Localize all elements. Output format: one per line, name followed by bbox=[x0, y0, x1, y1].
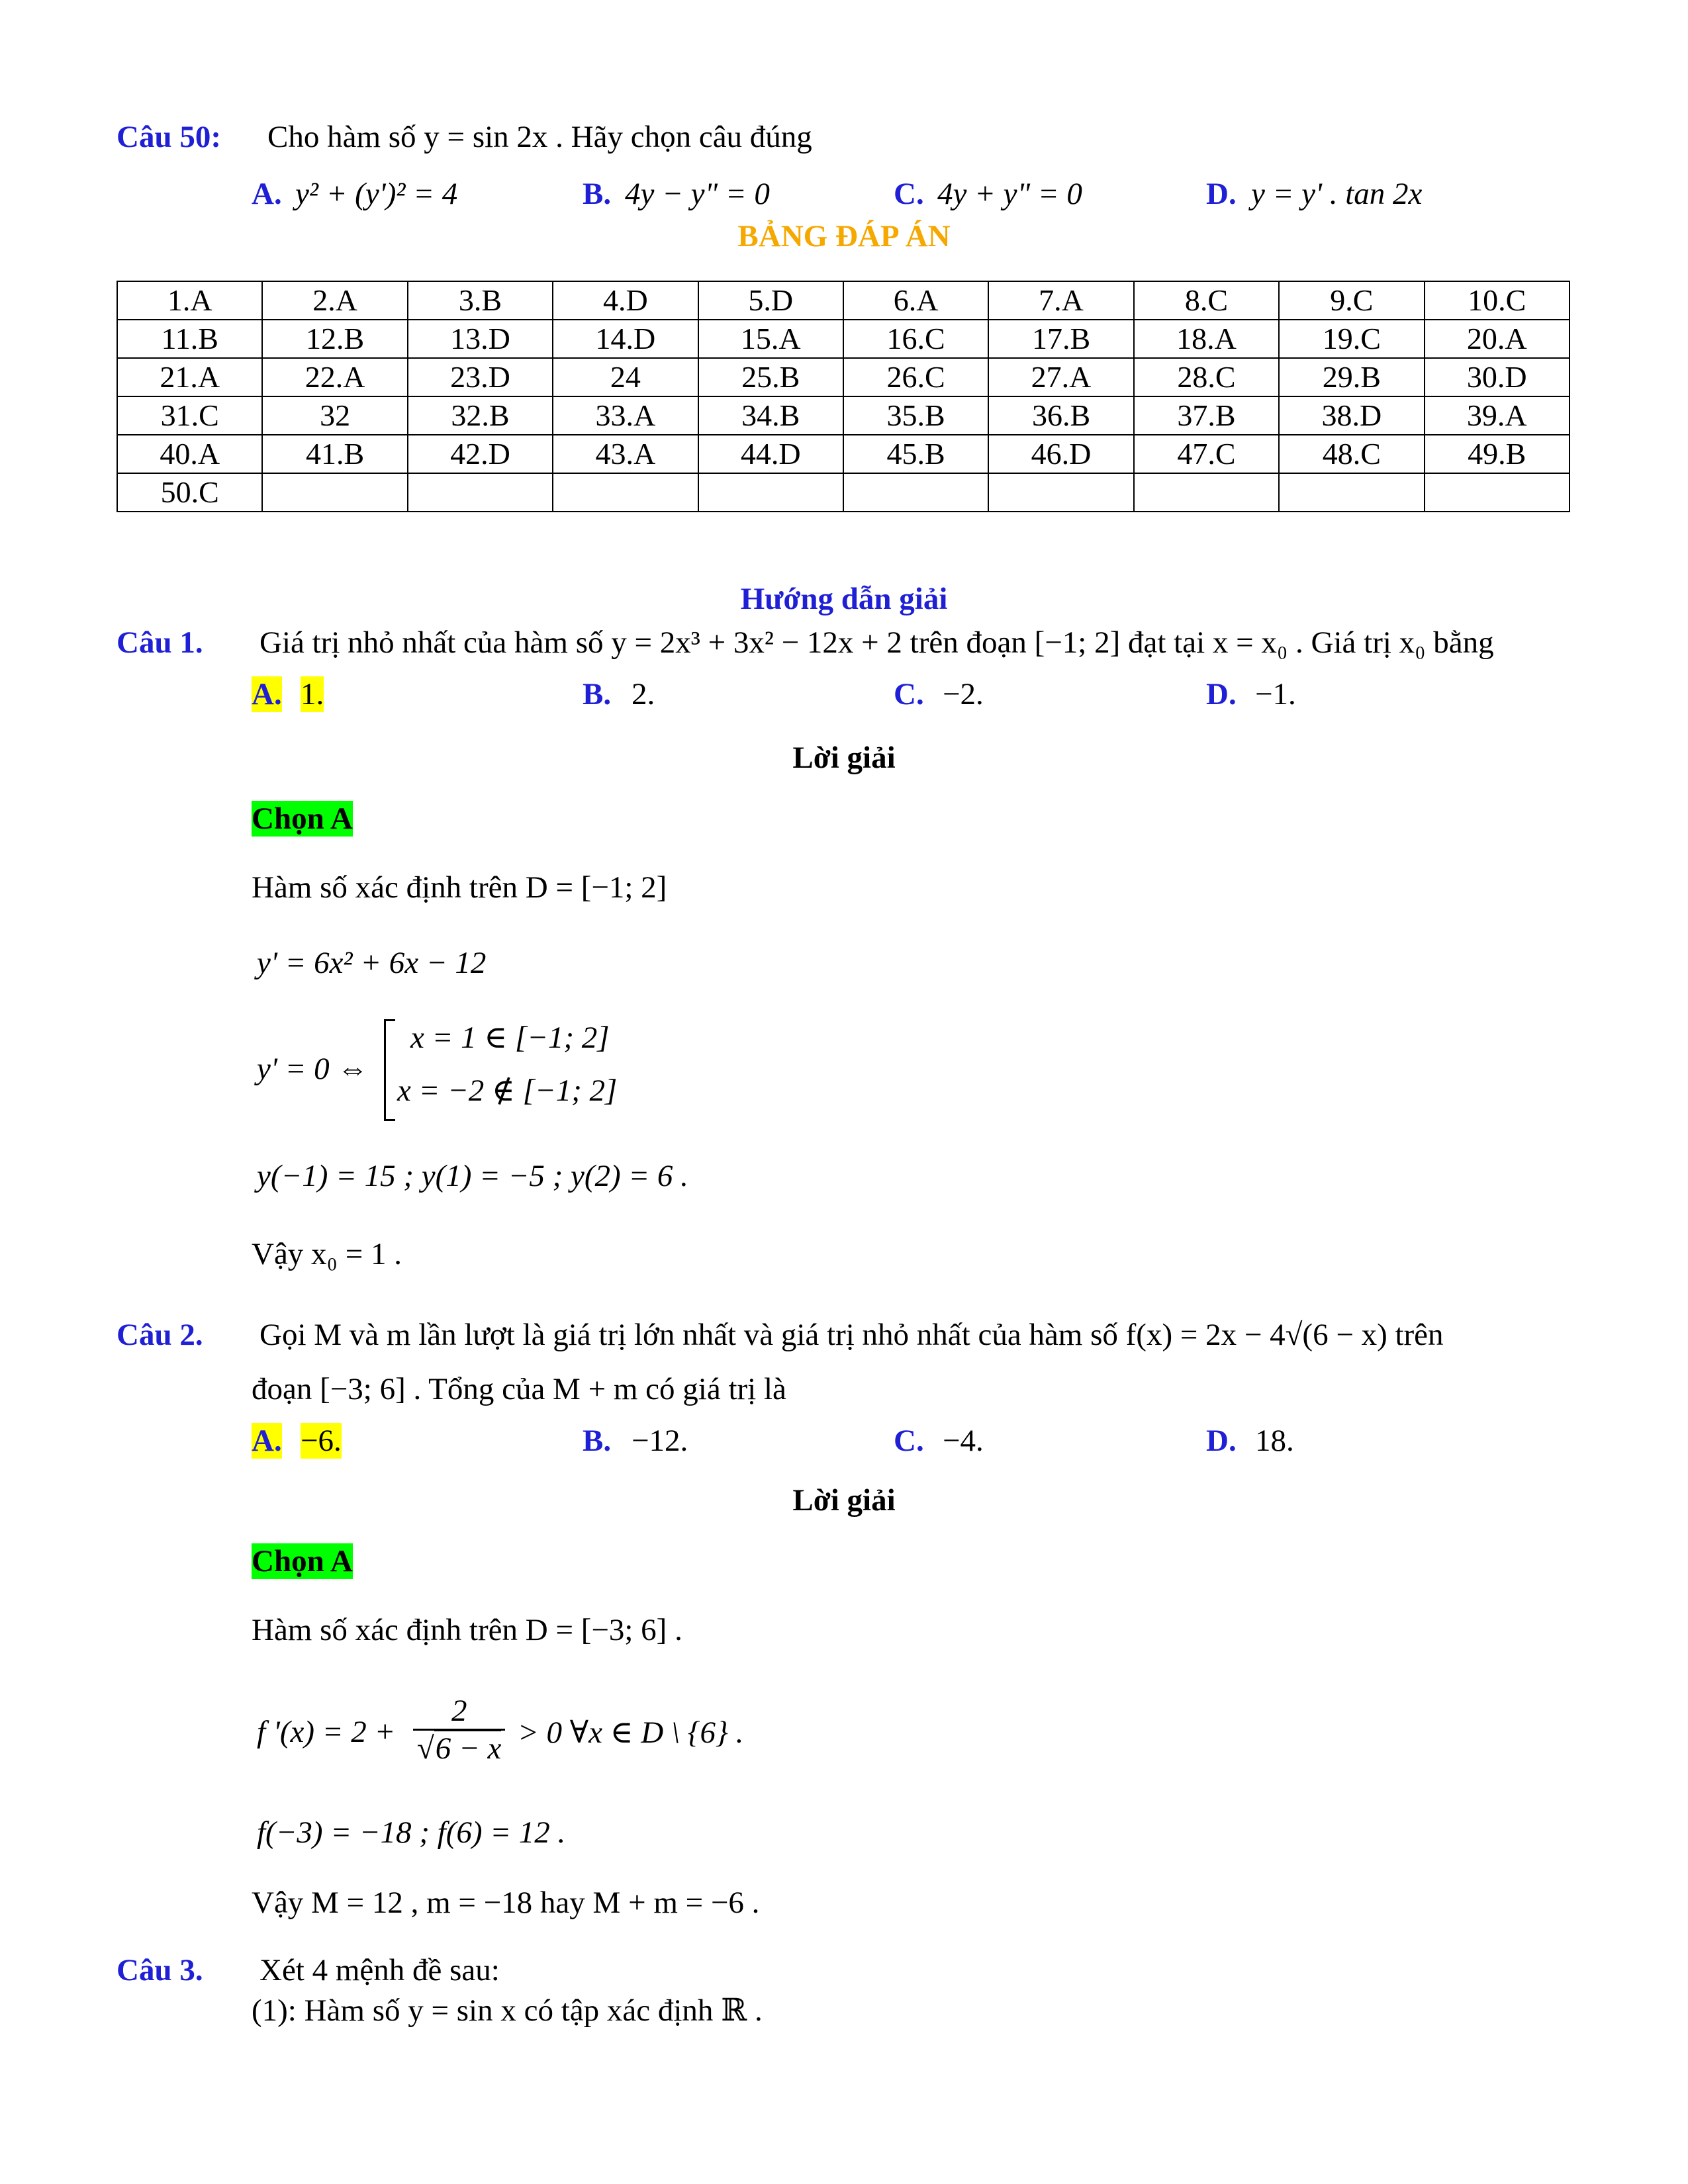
q50-option-c: 4y + y" = 0 bbox=[937, 177, 1082, 211]
answer-table-cell: 27.A bbox=[988, 358, 1133, 396]
answer-table-cell: 42.D bbox=[408, 435, 553, 473]
q1-option-b-label: B. bbox=[583, 677, 612, 711]
answer-table-row bbox=[117, 320, 1570, 358]
answer-table-cell: 6.A bbox=[843, 281, 988, 320]
answer-table-cell: 29.B bbox=[1279, 358, 1424, 396]
answer-table-cell: 33.A bbox=[553, 396, 698, 435]
answer-table-cell: 13.D bbox=[408, 320, 553, 358]
answer-table-cell: 15.A bbox=[698, 320, 843, 358]
answer-table-cell: 21.A bbox=[117, 358, 262, 396]
answer-table-cell: 9.C bbox=[1279, 281, 1424, 320]
answer-table-cell: 46.D bbox=[988, 435, 1133, 473]
answer-table-cell: 49.B bbox=[1425, 435, 1570, 473]
answer-table-cell: 7.A bbox=[988, 281, 1133, 320]
q1-step-derivative: y' = 6x² + 6x − 12 bbox=[257, 946, 487, 980]
answer-table-cell: 30.D bbox=[1425, 358, 1570, 396]
q2-step-derivative-right: > 0 ∀x ∈ D \ {6} . bbox=[518, 1715, 744, 1750]
q1-option-b: 2. bbox=[632, 677, 655, 711]
q2-option-a: −6. bbox=[301, 1424, 342, 1458]
q1-step-equation-left: y' = 0 ⇔ bbox=[257, 1052, 369, 1086]
answer-table-cell: 14.D bbox=[553, 320, 698, 358]
q2-solution-title: Lời giải bbox=[792, 1483, 896, 1518]
q1-choice-badge: Chọn A bbox=[252, 801, 353, 836]
q50-option-a: y² + (y')² = 4 bbox=[295, 177, 458, 211]
q2-step-domain: Hàm số xác định trên D = [−3; 6] . bbox=[252, 1613, 682, 1647]
answer-table-cell bbox=[1279, 473, 1424, 512]
q1-solution-title: Lời giải bbox=[792, 741, 896, 775]
answer-table bbox=[117, 281, 1570, 512]
answer-table-cell: 28.C bbox=[1134, 358, 1279, 396]
q2-option-c-label: C. bbox=[894, 1424, 924, 1458]
answer-table-cell: 32.B bbox=[408, 396, 553, 435]
question-50-label: Câu 50: bbox=[117, 120, 221, 154]
q1-option-a-label: A. bbox=[252, 677, 282, 711]
answer-table-cell: 20.A bbox=[1425, 320, 1570, 358]
q1-step-root-2: x = −2 ∉ [−1; 2] bbox=[397, 1073, 618, 1108]
q1-step-root-1: x = 1 ∈ [−1; 2] bbox=[410, 1021, 610, 1055]
answer-table-cell: 48.C bbox=[1279, 435, 1424, 473]
q2-option-d: 18. bbox=[1255, 1424, 1294, 1458]
q1-option-a: 1. bbox=[301, 677, 324, 711]
answer-table-cell: 4.D bbox=[553, 281, 698, 320]
q50-option-d: y = y' . tan 2x bbox=[1251, 177, 1423, 211]
q1-bracket bbox=[384, 1019, 395, 1121]
answer-table-cell: 25.B bbox=[698, 358, 843, 396]
answer-table-cell: 24 bbox=[553, 358, 698, 396]
answer-table-cell: 34.B bbox=[698, 396, 843, 435]
q2-option-a-label: A. bbox=[252, 1424, 282, 1458]
answer-table-cell bbox=[1425, 473, 1570, 512]
question-2-text-line1: Gọi M và m lần lượt là giá trị lớn nhất và giá trị nhỏ nhất của hàm số f(x) = 2x − 4√(6 − x) trên bbox=[259, 1318, 1444, 1352]
q1-step-values: y(−1) = 15 ; y(1) = −5 ; y(2) = 6 . bbox=[257, 1159, 688, 1193]
q50-option-c-label: C. bbox=[894, 177, 924, 211]
q2-choice-badge: Chọn A bbox=[252, 1544, 353, 1578]
answer-table-cell: 22.A bbox=[262, 358, 407, 396]
answer-table-cell: 35.B bbox=[843, 396, 988, 435]
q2-fraction-denominator: 6 − x bbox=[434, 1729, 502, 1766]
answer-table-cell: 11.B bbox=[117, 320, 262, 358]
answer-table-cell: 8.C bbox=[1134, 281, 1279, 320]
q1-option-d-label: D. bbox=[1206, 677, 1237, 711]
answer-table-cell bbox=[698, 473, 843, 512]
answer-table-cell: 36.B bbox=[988, 396, 1133, 435]
q2-option-b-label: B. bbox=[583, 1424, 612, 1458]
question-50-text: Cho hàm số y = sin 2x . Hãy chọn câu đúng bbox=[267, 120, 812, 154]
answer-table-cell: 37.B bbox=[1134, 396, 1279, 435]
answer-table-cell: 41.B bbox=[262, 435, 407, 473]
answer-table-cell: 16.C bbox=[843, 320, 988, 358]
answer-table-cell bbox=[553, 473, 698, 512]
q50-option-a-label: A. bbox=[252, 177, 282, 211]
q50-option-d-label: D. bbox=[1206, 177, 1237, 211]
answer-table-cell: 47.C bbox=[1134, 435, 1279, 473]
q2-option-d-label: D. bbox=[1206, 1424, 1237, 1458]
question-3-label: Câu 3. bbox=[117, 1953, 203, 1987]
q50-option-b-label: B. bbox=[583, 177, 612, 211]
answer-table-cell bbox=[988, 473, 1133, 512]
answer-table-cell: 23.D bbox=[408, 358, 553, 396]
answer-table-cell: 45.B bbox=[843, 435, 988, 473]
answer-table-cell: 5.D bbox=[698, 281, 843, 320]
question-3-proposition-1: (1): Hàm số y = sin x có tập xác định ℝ . bbox=[252, 1993, 763, 2028]
guide-title: Hướng dẫn giải bbox=[740, 582, 948, 616]
answer-table-row bbox=[117, 435, 1570, 473]
question-2-label: Câu 2. bbox=[117, 1318, 203, 1352]
answer-table-cell: 40.A bbox=[117, 435, 262, 473]
answer-table-cell: 50.C bbox=[117, 473, 262, 512]
answer-table-cell: 44.D bbox=[698, 435, 843, 473]
answer-table-row bbox=[117, 358, 1570, 396]
q1-step-conclusion: Vậy x₀ = 1 . bbox=[252, 1237, 402, 1271]
answer-table-cell: 1.A bbox=[117, 281, 262, 320]
answer-table-cell bbox=[262, 473, 407, 512]
answer-table-cell: 17.B bbox=[988, 320, 1133, 358]
q2-derivative-fraction: $\frac{2}{√6 - x}$ bbox=[413, 1693, 505, 1766]
answer-table-row bbox=[117, 396, 1570, 435]
q1-option-d: −1. bbox=[1255, 677, 1296, 711]
q2-step-values: f(−3) = −18 ; f(6) = 12 . bbox=[257, 1815, 566, 1850]
q1-option-c-label: C. bbox=[894, 677, 924, 711]
answer-table-cell: 19.C bbox=[1279, 320, 1424, 358]
q50-option-b: 4y − y" = 0 bbox=[625, 177, 770, 211]
answer-table-cell: 2.A bbox=[262, 281, 407, 320]
answer-table-cell: 39.A bbox=[1425, 396, 1570, 435]
q2-step-derivative-left: f '(x) = 2 + bbox=[257, 1715, 396, 1749]
q2-option-b: −12. bbox=[632, 1424, 688, 1458]
answer-table-cell bbox=[408, 473, 553, 512]
question-3-text: Xét 4 mệnh đề sau: bbox=[259, 1953, 500, 1987]
q2-fraction-numerator: 2 bbox=[413, 1693, 505, 1731]
q1-step-domain: Hàm số xác định trên D = [−1; 2] bbox=[252, 870, 667, 905]
answer-table-cell: 43.A bbox=[553, 435, 698, 473]
q2-option-c: −4. bbox=[943, 1424, 984, 1458]
answer-table-cell bbox=[843, 473, 988, 512]
answer-table-cell: 38.D bbox=[1279, 396, 1424, 435]
answer-table-title: BẢNG ĐÁP ÁN bbox=[737, 219, 951, 253]
answer-table-cell: 31.C bbox=[117, 396, 262, 435]
answer-table-cell: 10.C bbox=[1425, 281, 1570, 320]
answer-table-cell: 3.B bbox=[408, 281, 553, 320]
q2-step-conclusion: Vậy M = 12 , m = −18 hay M + m = −6 . bbox=[252, 1886, 760, 1920]
answer-table-cell: 12.B bbox=[262, 320, 407, 358]
answer-table-cell: 26.C bbox=[843, 358, 988, 396]
answer-table-row bbox=[117, 281, 1570, 320]
answer-table-row bbox=[117, 473, 1570, 512]
question-1-text: Giá trị nhỏ nhất của hàm số y = 2x³ + 3x² − 12x + 2 trên đoạn [−1; 2] đạt tại x = x₀ . Giá trị x₀ bằng bbox=[259, 625, 1494, 660]
answer-table-cell bbox=[1134, 473, 1279, 512]
answer-table-cell: 32 bbox=[262, 396, 407, 435]
q1-option-c: −2. bbox=[943, 677, 984, 711]
question-1-label: Câu 1. bbox=[117, 625, 203, 660]
question-2-text-line2: đoạn [−3; 6] . Tổng của M + m có giá trị là bbox=[252, 1372, 786, 1406]
answer-table-cell: 18.A bbox=[1134, 320, 1279, 358]
